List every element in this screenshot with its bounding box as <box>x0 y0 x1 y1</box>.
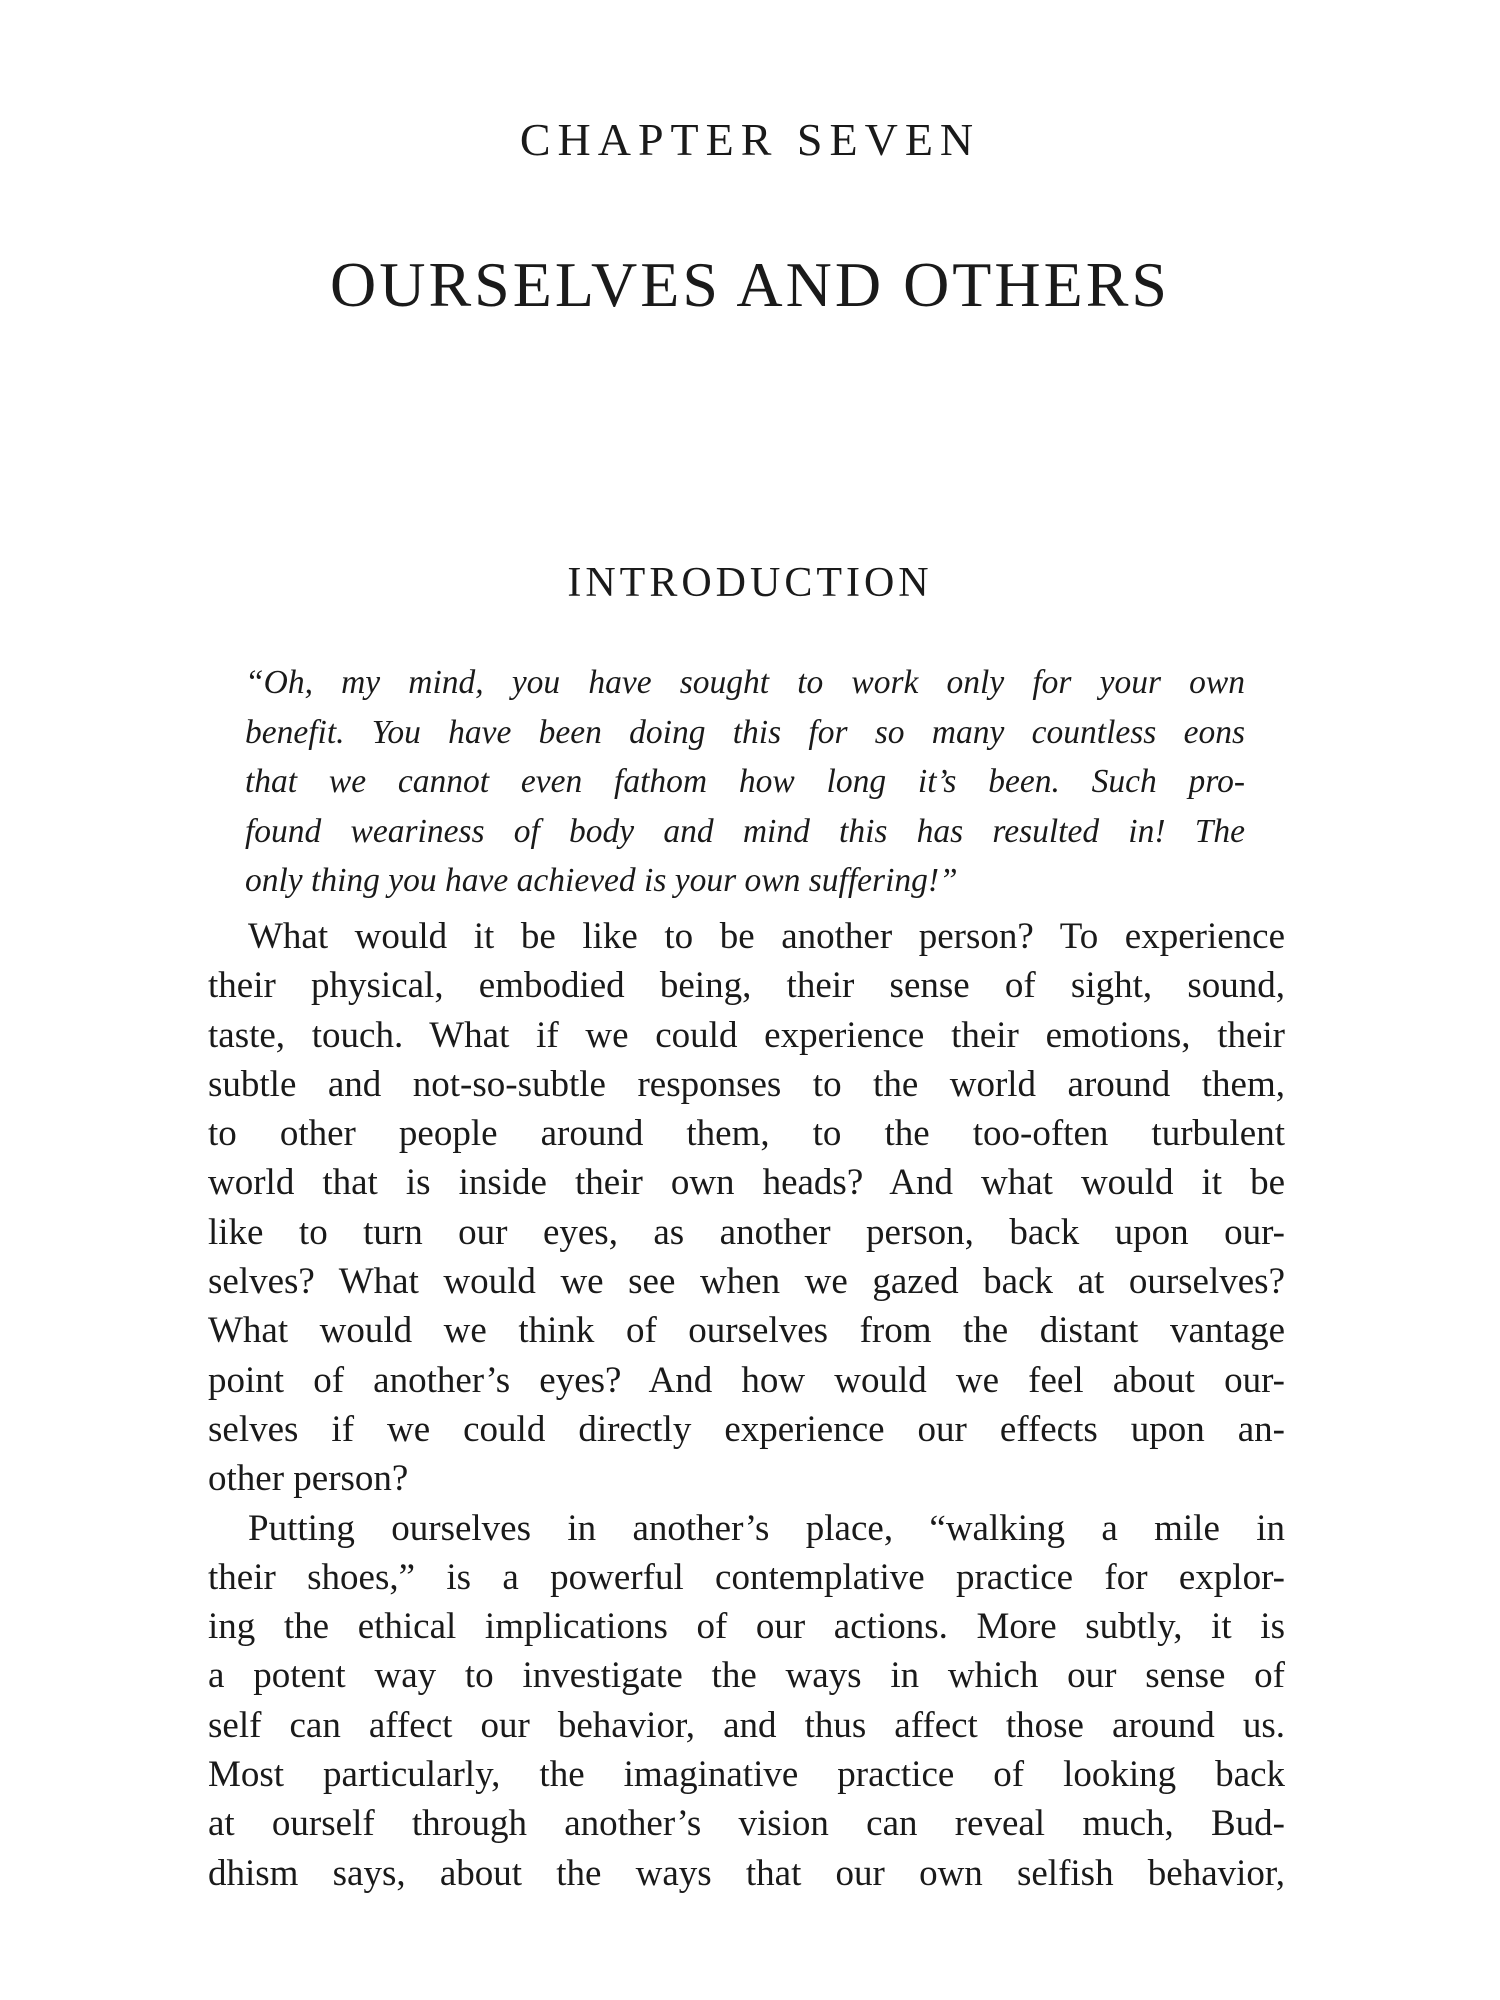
section-title: INTRODUCTION <box>567 560 933 606</box>
paragraph-line: Putting ourselves in another’s place, “walking a mile in <box>248 1507 1285 1549</box>
paragraph-line: ing the ethical implications of our actions. More subtly, it is <box>208 1606 1285 1648</box>
paragraph-line: What would it be like to be another person? To experience <box>248 916 1285 957</box>
chapter-label: CHAPTER SEVEN <box>519 114 981 165</box>
paragraph-line: world that is inside their own heads? And what would it be <box>208 1162 1285 1204</box>
paragraph-line: selves if we could directly experience our effects upon an- <box>208 1408 1285 1450</box>
paragraph-line: their physical, embodied being, their sense of sight, sound, <box>208 965 1285 1007</box>
epigraph-line: found weariness of body and mind this has resulted in! The <box>245 812 1245 850</box>
paragraph-line: Most particularly, the imaginative practice of looking back <box>208 1754 1285 1796</box>
paragraph-line: like to turn our eyes, as another person, back upon our- <box>208 1211 1285 1253</box>
paragraph-line: other person? <box>208 1458 409 1500</box>
epigraph-line: only thing you have achieved is your own suffering!” <box>245 862 958 899</box>
paragraph-line: a potent way to investigate the ways in which our sense of <box>208 1655 1285 1697</box>
body-text <box>208 912 1285 1898</box>
paragraph-line: selves? What would we see when we gazed back at ourselves? <box>208 1261 1285 1303</box>
paragraph-line: taste, touch. What if we could experience their emotions, their <box>208 1014 1285 1056</box>
paragraph-line: to other people around them, to the too-often turbulent <box>208 1113 1285 1155</box>
epigraph-line: “Oh, my mind, you have sought to work only for your own <box>245 664 1245 701</box>
chapter-title: OURSELVES AND OTHERS <box>330 249 1170 320</box>
epigraph-line: benefit. You have been doing this for so many countless eons <box>245 713 1245 751</box>
paragraph-line: dhism says, about the ways that our own selfish behavior, <box>208 1852 1285 1894</box>
paragraph-line: What would we think of ourselves from the distant vantage <box>208 1310 1285 1352</box>
paragraph-line: at ourself through another’s vision can reveal much, Bud- <box>208 1803 1285 1845</box>
epigraph-quote <box>245 658 1245 906</box>
epigraph-line: that we cannot even fathom how long it’s been. Such pro- <box>245 763 1245 800</box>
paragraph-line: their shoes,” is a powerful contemplative practice for explor- <box>208 1556 1285 1598</box>
paragraph-line: subtle and not-so-subtle responses to the world around them, <box>208 1063 1285 1105</box>
paragraph-line: self can affect our behavior, and thus affect those around us. <box>208 1704 1285 1746</box>
paragraph-line: point of another’s eyes? And how would we feel about our- <box>208 1359 1285 1401</box>
